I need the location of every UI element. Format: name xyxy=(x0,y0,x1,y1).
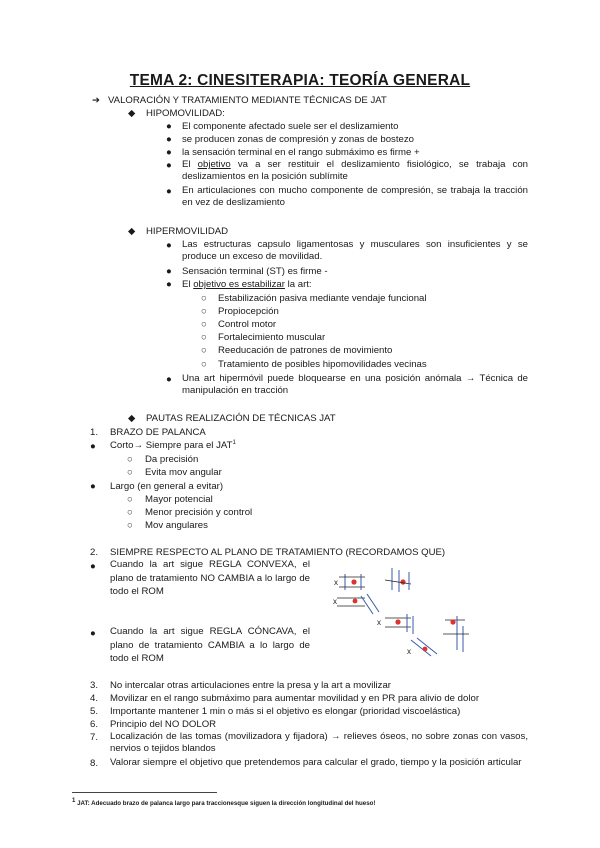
numbered-item: Localización de las tomas (movilizadora y fijadora) → relieves óseos, no sobre zonas con vasos, nervios o tejidos blandos xyxy=(110,731,528,755)
list-number: 2. xyxy=(90,547,99,558)
list-number: 1. xyxy=(90,427,99,438)
list-item: Largo (en general a evitar) xyxy=(110,481,224,492)
list-item xyxy=(182,279,312,290)
sketch-label: x xyxy=(334,578,338,587)
sketch-label: x xyxy=(377,618,381,627)
list-number: 8. xyxy=(90,758,99,769)
sub-list-item: Fortalecimiento muscular xyxy=(218,332,326,343)
diamond-bullet-icon: ◆ xyxy=(128,413,136,424)
sub-list-item: Menor precisión y control xyxy=(145,507,253,518)
sketch-label: x xyxy=(333,597,337,606)
list-number: 4. xyxy=(90,693,99,704)
circle-bullet-icon: ○ xyxy=(201,306,207,317)
list-item-text: Corto→ Siempre para el JAT xyxy=(110,440,233,452)
hipermovilidad-heading: HIPERMOVILIDAD xyxy=(146,226,229,237)
disc-bullet-icon: ● xyxy=(166,240,172,251)
list-item: se producen zonas de compresión y zonas de bostezo xyxy=(182,134,414,145)
list-item: Las estructuras capsulo ligamentosas y musculares son insuficientes y se produce un exceso de movilidad. xyxy=(182,239,528,263)
numbered-item: Principio del NO DOLOR xyxy=(110,719,217,730)
disc-bullet-icon: ● xyxy=(166,160,172,171)
sub-list-item: Tratamiento de posibles hipomovilidades vecinas xyxy=(218,359,427,370)
sub-list-item: Da precisión xyxy=(145,454,199,465)
diamond-bullet-icon: ◆ xyxy=(128,108,136,119)
list-item-text: El xyxy=(182,159,198,170)
list-item: Cuando la art sigue REGLA CÓNCAVA, el plano de tratamiento CAMBIA a lo largo de todo el ROM xyxy=(110,626,310,664)
list-item-text: la art: xyxy=(284,279,312,290)
sub-list-item: Estabilización pasiva mediante vendaje funcional xyxy=(218,293,427,304)
footnote-ref[interactable]: 1 xyxy=(232,440,236,446)
footnote-mark: 1 xyxy=(72,798,76,804)
disc-bullet-icon: ● xyxy=(166,121,172,132)
list-item: Cuando la art sigue REGLA CONVEXA, el plano de tratamiento NO CAMBIA a lo largo de todo el ROM xyxy=(110,559,310,597)
disc-bullet-icon: ● xyxy=(90,441,96,452)
list-item: Sensación terminal (ST) es firme - xyxy=(182,266,328,277)
list-item xyxy=(182,159,528,184)
circle-bullet-icon: ○ xyxy=(201,359,207,370)
sub-list-item: Mov angulares xyxy=(145,520,208,531)
section-heading-valoracion: VALORACIÓN Y TRATAMIENTO MEDIANTE TÉCNICAS DE JAT xyxy=(108,95,387,106)
circle-bullet-icon: ○ xyxy=(201,319,207,330)
disc-bullet-icon: ● xyxy=(166,186,172,197)
sketch-label: x xyxy=(407,647,411,656)
numbered-item: BRAZO DE PALANCA xyxy=(110,427,206,438)
list-item xyxy=(110,440,236,451)
disc-bullet-icon: ● xyxy=(90,561,96,572)
arrow-bullet-icon: ➔ xyxy=(92,95,101,106)
circle-bullet-icon: ○ xyxy=(127,520,133,531)
disc-bullet-icon: ● xyxy=(166,279,172,290)
list-item: El componente afectado suele ser el deslizamiento xyxy=(182,121,399,132)
circle-bullet-icon: ○ xyxy=(201,332,207,343)
list-item: la sensación terminal en el rango submáximo es firme + xyxy=(182,147,420,158)
list-item: Una art hipermóvil puede bloquearse en una posición anómala → Técnica de manipulación en tracción xyxy=(182,373,528,397)
circle-bullet-icon: ○ xyxy=(127,454,133,465)
list-number: 6. xyxy=(90,719,99,730)
pautas-heading: PAUTAS REALIZACIÓN DE TÉCNICAS JAT xyxy=(146,413,336,424)
list-item-text: El xyxy=(182,279,194,290)
circle-bullet-icon: ○ xyxy=(201,293,207,304)
footnote-text: JAT: Adecuado brazo de palanca largo para traccionesque siguen la dirección longitudinal del hueso! xyxy=(77,800,376,808)
sub-list-item: Propiocepción xyxy=(218,306,279,317)
numbered-item: Valorar siempre el objetivo que pretendemos para calcular el grado, tiempo y la posición articular xyxy=(110,757,522,768)
numbered-item: Importante mantener 1 min o más si el objetivo es elongar (prioridad viscoelástica) xyxy=(110,706,461,717)
disc-bullet-icon: ● xyxy=(90,481,96,492)
disc-bullet-icon: ● xyxy=(166,266,172,277)
numbered-item: SIEMPRE RESPECTO AL PLANO DE TRATAMIENTO (RECORDAMOS QUE) xyxy=(110,547,446,558)
sub-list-item: Reeducación de patrones de movimiento xyxy=(218,345,393,356)
underlined-keyword: objetivo xyxy=(197,159,231,170)
diamond-bullet-icon: ◆ xyxy=(128,226,136,237)
disc-bullet-icon: ● xyxy=(90,628,96,639)
list-item-text: va a ser restituir el deslizamiento fisiológico, se trabaja con deslizamientos en la posición sublímite xyxy=(182,159,528,183)
disc-bullet-icon: ● xyxy=(166,374,172,385)
page-title: TEMA 2: CINESITERAPIA: TEORÍA GENERAL xyxy=(129,72,471,89)
disc-bullet-icon: ● xyxy=(166,134,172,145)
list-number: 7. xyxy=(90,732,99,743)
joint-rule-sketch xyxy=(325,560,485,670)
disc-bullet-icon: ● xyxy=(166,147,172,158)
numbered-item: No intercalar otras articulaciones entre la presa y la art a movilizar xyxy=(110,680,392,691)
sub-list-item: Mayor potencial xyxy=(145,494,213,505)
underlined-keyword: objetivo es estabilizar xyxy=(193,279,285,290)
sub-list-item: Evita mov angular xyxy=(145,467,222,478)
hipomovilidad-heading: HIPOMOVILIDAD: xyxy=(146,108,225,119)
circle-bullet-icon: ○ xyxy=(201,345,207,356)
sub-list-item: Control motor xyxy=(218,319,277,330)
footnote-divider xyxy=(72,792,217,793)
list-number: 5. xyxy=(90,706,99,717)
numbered-item: Movilizar en el rango submáximo para aumentar movilidad y en PR para alivio de dolor xyxy=(110,693,480,704)
list-number: 3. xyxy=(90,680,99,691)
list-item: En articulaciones con mucho componente de compresión, se trabaja la tracción en vez de deslizamiento xyxy=(182,185,528,209)
footnote xyxy=(72,798,376,807)
circle-bullet-icon: ○ xyxy=(127,507,133,518)
circle-bullet-icon: ○ xyxy=(127,494,133,505)
circle-bullet-icon: ○ xyxy=(127,467,133,478)
